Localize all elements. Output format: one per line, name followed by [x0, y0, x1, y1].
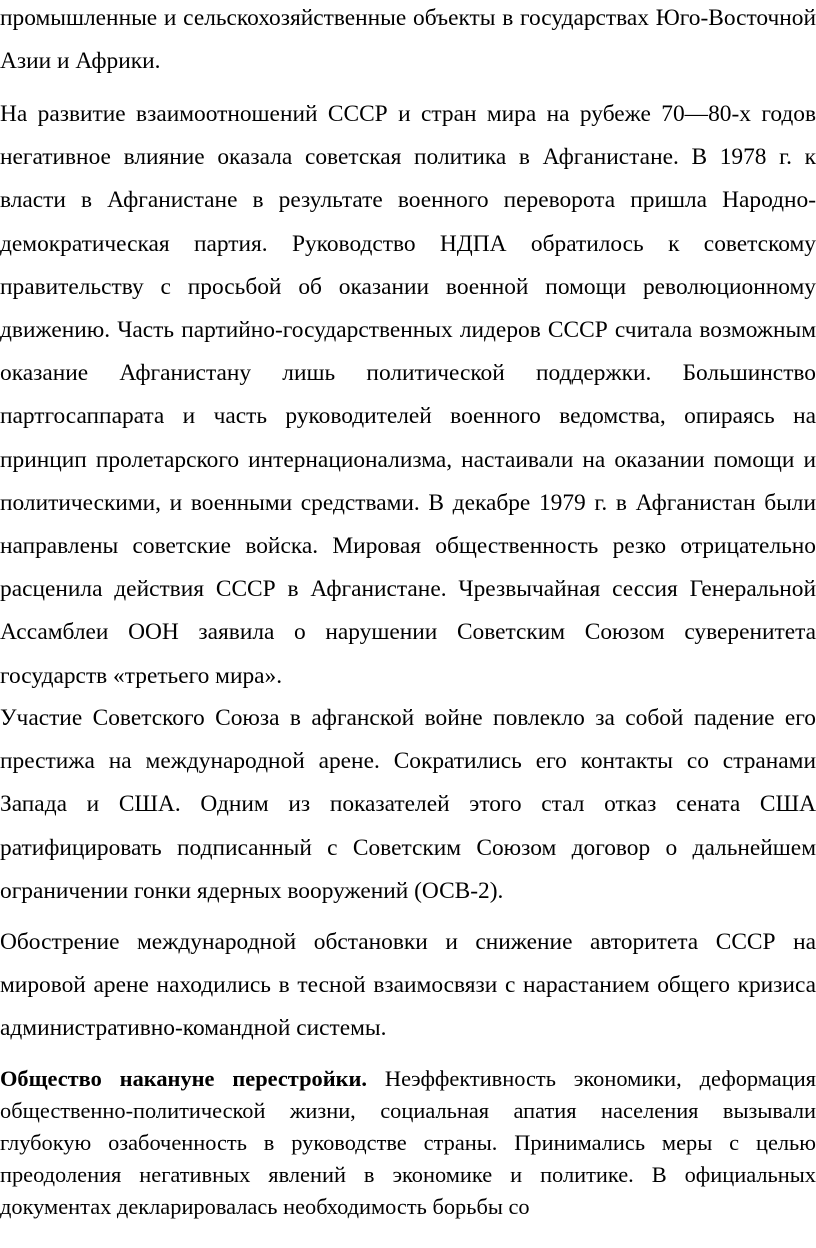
paragraph-1: промышленные и сельскохозяйственные объекты в государствах Юго-Восточной Азии и Африки. — [0, 5, 816, 75]
section-heading: Общество накануне перестройки. — [0, 1066, 368, 1091]
paragraph-5 — [0, 1063, 816, 1223]
paragraph-3: Участие Советского Союза в афганской войне повлекло за собой падение его престижа на международной арене. Сократились его контакты со странами Запада и США. Одним из показателей этого стал отказ сената США ратифицировать подписанный с Советским Союзом договор о дальнейшем ограничении гонки ядерных вооружений (ОСВ-2). — [0, 705, 816, 904]
paragraph-5-text: Неэффективность экономики, деформация общественно-политической жизни, социальная апатия населения вызывали глубокую озабоченность в руководстве страны. Принимались меры с целью преодоления негативных явлений в экономике и политике. В официальных документах декларировалась необходимость борьбы со — [0, 1066, 816, 1219]
paragraph-2: На развитие взаимоотношений СССР и стран мира на рубеже 70—80-х годов негативное влияние оказала советская политика в Афганистане. В 1978 г. к власти в Афганистане в результате военного переворота пришла Народно-демократическая партия. Руководство НДПА обратилось к советскому правительству с просьбой об оказании военной помощи революционному движению. Часть партийно-государственных лидеров СССР считала возможным оказание Афганистану лишь политической поддержки. Большинство партгосаппарата и часть руководителей военного ведомства, опираясь на принцип пролетарского интернационализма, настаивали на оказании помощи и политическими, и военными средствами. В декабре 1979 г. в Афганистан были направлены советские войска. Мировая общественность резко отрицательно расценила действия СССР в Афганистане. Чрезвычайная сессия Генеральной Ассамблеи ООН заявила о нарушении Советским Союзом суверенитета государств «третьего мира». — [0, 101, 816, 689]
paragraph-4: Обострение международной обстановки и снижение авторитета СССР на мировой арене находились в тесной взаимосвязи с нарастанием общего кризиса административно-командной системы. — [0, 929, 816, 1042]
